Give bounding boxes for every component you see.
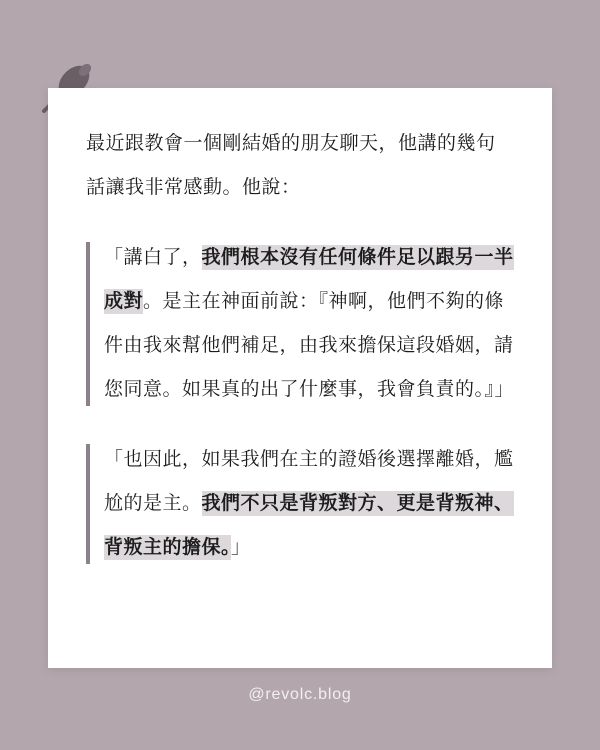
quote-block-2 <box>86 438 514 570</box>
quote-block-1 <box>86 236 514 412</box>
quote-2-text <box>104 438 514 570</box>
quote-1-text <box>104 236 514 412</box>
quote-2-highlight: 我們不只是背叛對方、更是背叛神、背叛主的擔保。 <box>104 493 514 558</box>
intro-paragraph: 最近跟教會一個剛結婚的朋友聊天，他講的幾句話讓我非常感動。他說： <box>86 133 496 198</box>
author-handle: @revolc.blog <box>248 686 352 703</box>
quote-card <box>48 88 552 668</box>
quote-2-segment-1: 「也因此，如果我們在主的證婚後選擇離婚，尷尬的是主。 <box>104 449 514 514</box>
quote-1-segment-1: 「講白了， <box>104 247 202 268</box>
quote-1-segment-3: 。是主在神面前說：『神啊，他們不夠的條件由我來幫他們補足，由我來擔保這段婚姻，請您同意。如果真的出了什麼事，我會負責的。』」 <box>104 291 515 400</box>
quote-1-highlight: 我們根本沒有任何條件足以跟另一半成對 <box>104 247 514 312</box>
quote-2-segment-3: 」 <box>231 537 251 558</box>
